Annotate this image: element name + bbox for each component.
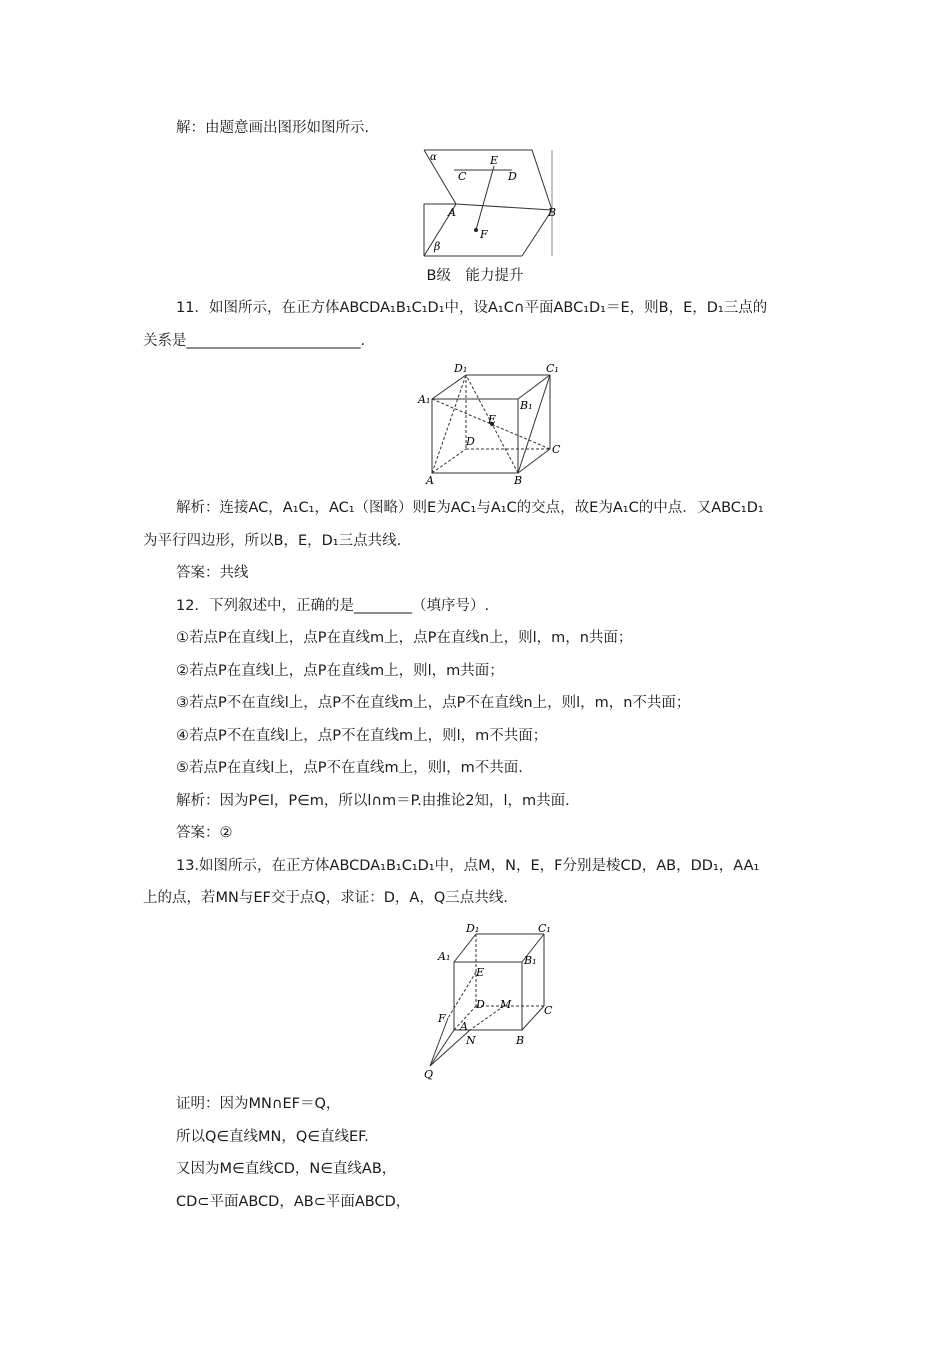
label-e: E [488,413,497,426]
label-f: F [438,1012,446,1025]
label-b: B [548,206,557,219]
label-f: F [480,228,488,241]
label-d: D [466,435,475,448]
label-c1: C₁ [546,362,559,375]
label-d: D [508,170,517,183]
option-12-2: ②若点P在直线l上，点P在直线m上，则l，m共面； [176,663,504,679]
label-q: Q [424,1068,434,1081]
proof-line-2: 所以Q∈直线MN，Q∈直线EF. [176,1129,369,1145]
label-alpha: α [430,152,437,163]
answer-11: 答案：共线 [176,565,249,581]
figure-cube-13 [420,918,560,1082]
option-12-5: ⑤若点P在直线l上，点P不在直线m上，则l，m不共面. [176,760,523,776]
label-b: B [516,1034,525,1047]
label-c: C [544,1004,553,1017]
proof-line-1: 证明：因为MN∩EF＝Q， [176,1096,341,1112]
question-12: 12．下列叙述中，正确的是________（填序号）. [176,598,490,614]
label-d1: D₁ [466,922,480,935]
label-c: C [458,170,467,183]
label-b: B [514,474,523,487]
label-b1: B₁ [524,954,537,967]
label-a1: A₁ [418,393,431,406]
solution-10-text: 解：由题意画出图形如图所示. [176,120,370,136]
label-e: E [476,966,485,979]
label-a1: A₁ [438,950,451,963]
plane-alpha-edge [424,150,552,210]
point-f [474,228,478,232]
label-c1: C₁ [538,922,551,935]
label-n: N [466,1034,476,1047]
label-b1: B₁ [520,399,533,412]
proof-line-4: CD⊂平面ABCD，AB⊂平面ABCD， [176,1194,411,1210]
question-13-line1: 13.如图所示，在正方体ABCDA₁B₁C₁D₁中，点M，N，E，F分别是棱CD，AB，DD₁，AA₁ [176,858,760,874]
option-12-1: ①若点P在直线l上，点P在直线m上，点P在直线n上，则l，m，n共面； [176,630,633,646]
solution-12: 解析：因为P∈l，P∈m，所以l∩m＝P.由推论2知，l，m共面. [176,793,570,809]
label-d1: D₁ [454,362,468,375]
question-11-line1: 11．如图所示，在正方体ABCDA₁B₁C₁D₁中，设A₁C∩平面ABC₁D₁＝E，则B，E，D₁三点的 [176,300,768,316]
label-a: A [448,206,456,219]
answer-12: 答案：② [176,825,233,841]
label-e: E [490,154,499,167]
figure-cube-11 [414,361,566,487]
label-a: A [460,1020,468,1033]
figure-planes [420,148,560,258]
question-13-line2: 上的点，若MN与EF交于点Q，求证：D，A，Q三点共线. [143,890,508,906]
label-a: A [426,474,434,487]
option-12-3: ③若点P不在直线l上，点P不在直线m上，点P不在直线n上，则l，m，n不共面； [176,695,691,711]
label-m: M [500,998,512,1011]
label-d: D [476,998,485,1011]
proof-line-3: 又因为M∈直线CD，N∈直线AB， [176,1161,397,1177]
section-heading-level-b: B级 能力提升 [426,268,524,284]
solution-11-line1: 解析：连接AC，A₁C₁，AC₁（图略）则E为AC₁与A₁C的交点，故E为A₁C的中点．又ABC₁D₁ [176,500,764,516]
solution-11-line2: 为平行四边形，所以B，E，D₁三点共线. [143,533,402,549]
option-12-4: ④若点P不在直线l上，点P不在直线m上，则l，m不共面； [176,728,548,744]
label-beta: β [434,240,441,253]
label-c: C [552,443,561,456]
question-11-line2: 关系是________________________. [143,333,366,349]
